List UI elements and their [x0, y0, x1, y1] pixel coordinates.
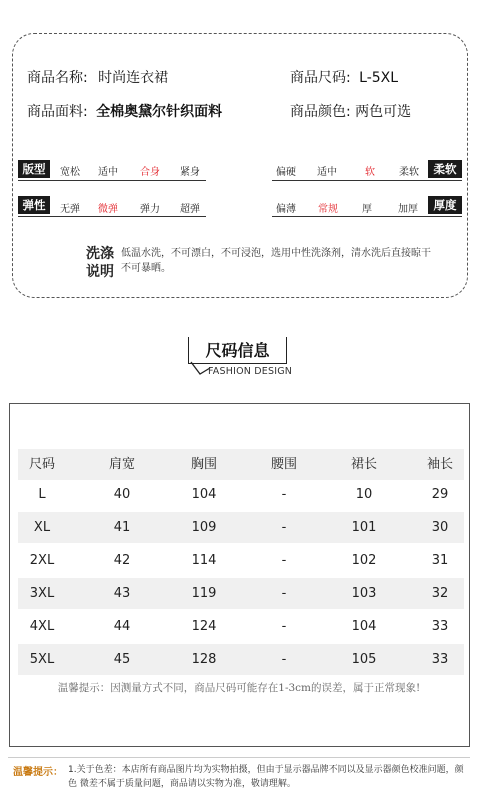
thickness-option-3: 厚 [362, 204, 372, 215]
elasticity-option-4: 超弹 [180, 204, 200, 215]
cell-bust: 124 [191, 619, 217, 634]
table-header-row [18, 449, 464, 480]
cell-waist: - [281, 586, 287, 601]
fit-option-2: 适中 [98, 167, 118, 178]
softness-option-1: 偏硬 [276, 167, 296, 178]
softness-divider [272, 180, 462, 181]
product-fabric-value: 全棉奥黛尔针织面料 [96, 104, 223, 120]
cell-size: XL [33, 520, 51, 535]
table-row [18, 578, 464, 609]
table-row [18, 611, 464, 642]
table-row [18, 479, 464, 510]
elasticity-divider [18, 216, 206, 217]
tip-text: 1.关于色差：本店所有商品图片均为实物拍摄，但由于显示器品牌不同以及显示器颜色校准问题，颜色 微差不属于质量问题，商品请以实物为准，敬请理解。 [68, 765, 464, 789]
cell-bust: 128 [191, 652, 217, 667]
cell-shoulder: 41 [113, 520, 131, 535]
header-length: 裙长 [350, 457, 377, 472]
cell-shoulder: 40 [113, 487, 131, 502]
cell-waist: - [281, 487, 287, 502]
size-section-subtitle: FASHION DESIGN [208, 366, 293, 377]
care-title-line1: 洗涤 [86, 246, 114, 262]
header-waist: 腰围 [270, 457, 297, 472]
cell-size: 4XL [29, 619, 55, 634]
bottom-divider [8, 757, 470, 758]
cell-sleeve: 31 [431, 553, 449, 568]
care-text: 低温水洗，不可漂白，不可浸泡，选用中性洗涤剂，清水洗后直接晾干不可暴晒。 [121, 248, 431, 274]
cell-size: 5XL [29, 652, 55, 667]
cell-waist: - [281, 520, 287, 535]
size-section-title: 尺码信息 [188, 337, 287, 364]
cell-sleeve: 29 [431, 487, 449, 502]
thickness-option-1: 偏薄 [276, 204, 296, 215]
product-color-label: 商品颜色: [290, 104, 351, 120]
elasticity-option-1: 无弹 [60, 204, 80, 215]
product-size [290, 67, 398, 87]
fit-option-4: 紧身 [180, 167, 200, 178]
cell-length: 104 [351, 619, 377, 634]
product-size-value: L-5XL [359, 70, 399, 86]
softness-option-2: 适中 [317, 167, 337, 178]
table-row [18, 644, 464, 675]
cell-sleeve: 30 [431, 520, 449, 535]
cell-shoulder: 42 [113, 553, 131, 568]
cell-length: 101 [351, 520, 377, 535]
thickness-option-4: 加厚 [398, 204, 418, 215]
cell-waist: - [281, 619, 287, 634]
cell-bust: 104 [191, 487, 217, 502]
cell-length: 102 [351, 553, 377, 568]
elasticity-tag: 弹性 [18, 196, 50, 214]
cell-shoulder: 44 [113, 619, 131, 634]
thickness-divider [272, 216, 462, 217]
cell-bust: 119 [191, 586, 217, 601]
cell-size: L [38, 487, 46, 502]
elasticity-option-2: 微弹 [98, 204, 118, 215]
cell-shoulder: 45 [113, 652, 131, 667]
tip-label: 温馨提示： [13, 767, 63, 778]
cell-sleeve: 32 [431, 586, 449, 601]
header-size: 尺码 [28, 457, 55, 472]
softness-option-4: 柔软 [399, 167, 419, 178]
cell-size: 3XL [29, 586, 55, 601]
elasticity-option-3: 弹力 [140, 204, 160, 215]
header-sleeve: 袖长 [426, 457, 453, 472]
cell-length: 105 [351, 652, 377, 667]
table-row [18, 512, 464, 543]
header-bust: 胸围 [190, 457, 217, 472]
cell-length: 10 [355, 487, 373, 502]
product-fabric-label: 商品面料: [27, 104, 88, 120]
product-color-value: 两色可选 [355, 104, 412, 120]
softness-option-3: 软 [365, 167, 375, 178]
cell-bust: 114 [191, 553, 217, 568]
measurement-note: 温馨提示：因测量方式不同，商品尺码可能存在1-3cm的误差，属于正常现象! [57, 682, 421, 694]
cell-size: 2XL [29, 553, 55, 568]
cell-bust: 109 [191, 520, 217, 535]
care-title [86, 245, 114, 281]
cell-shoulder: 43 [113, 586, 131, 601]
fit-option-1: 宽松 [60, 167, 80, 178]
header-shoulder: 肩宽 [108, 457, 135, 472]
thickness-tag: 厚度 [428, 196, 462, 214]
product-color [290, 101, 411, 121]
product-fabric [27, 101, 222, 121]
cell-waist: - [281, 652, 287, 667]
care-title-line2: 说明 [86, 264, 114, 280]
fit-tag: 版型 [18, 160, 50, 178]
thickness-option-2: 常规 [318, 204, 338, 215]
fit-option-3: 合身 [140, 167, 160, 178]
product-name-label: 商品名称: [27, 70, 88, 86]
cell-waist: - [281, 553, 287, 568]
cell-sleeve: 33 [431, 619, 449, 634]
cell-sleeve: 33 [431, 652, 449, 667]
fit-divider [18, 180, 206, 181]
table-row [18, 545, 464, 576]
product-size-label: 商品尺码: [290, 70, 351, 86]
product-name [27, 67, 168, 87]
product-name-value: 时尚连衣裙 [98, 70, 169, 86]
cell-length: 103 [351, 586, 377, 601]
softness-tag: 柔软 [428, 160, 462, 178]
